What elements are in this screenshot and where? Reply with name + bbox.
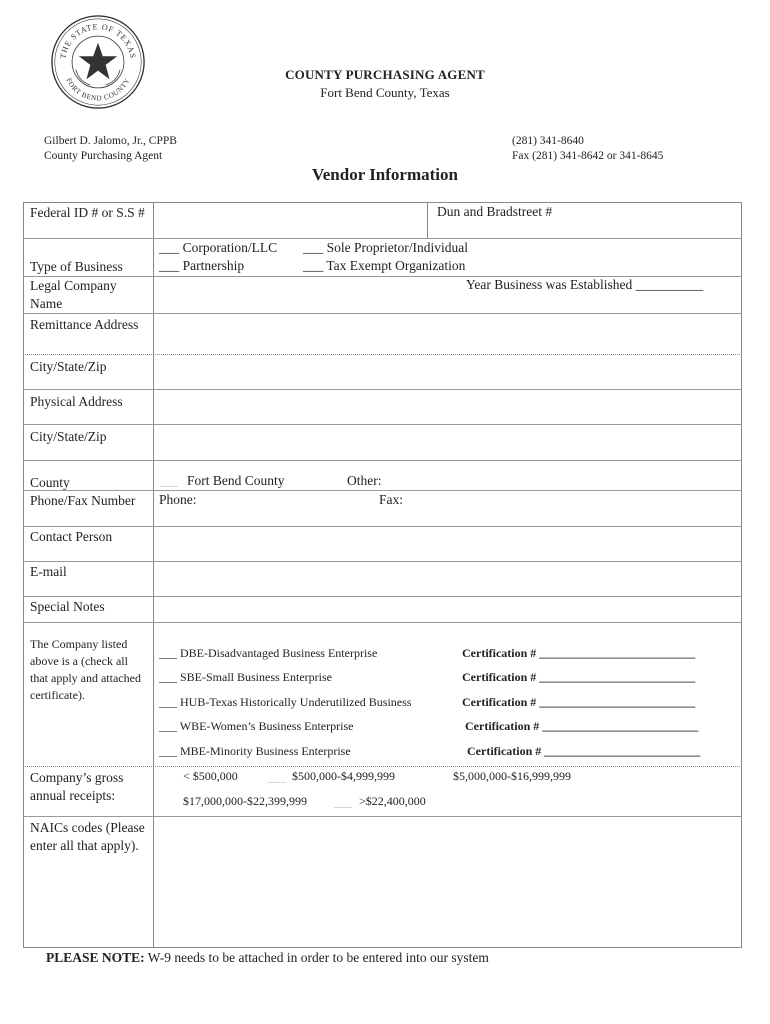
wbe-option[interactable]: ___ WBE-Women’s Business Enterprise [159, 719, 354, 733]
physical-address-label: Physical Address [30, 394, 123, 409]
agent-title: County Purchasing Agent [44, 150, 163, 162]
phone-field[interactable]: Phone: [159, 492, 197, 507]
row-divider [23, 561, 742, 562]
row-divider [23, 460, 742, 461]
business-type-label: Type of Business [30, 259, 123, 274]
fax-field[interactable]: Fax: [379, 492, 404, 507]
row-divider [23, 596, 742, 597]
duns-divider [427, 202, 428, 238]
email-label: E-mail [30, 564, 67, 579]
row-divider [23, 424, 742, 425]
option-partnership[interactable]: ___ Partnership [159, 258, 245, 273]
receipts-option-2[interactable]: $500,000-$4,999,999 [292, 769, 395, 783]
federal-id-label: Federal ID # or S.S # [30, 205, 145, 220]
option-corporation[interactable]: ___ Corporation/LLC [159, 240, 278, 255]
hub-certification-field[interactable]: Certification # __________________________ [462, 695, 696, 709]
seal-bottom-text: FORT BEND COUNTY [64, 76, 132, 103]
receipts-option-4[interactable]: $17,000,000-$22,399,999 [183, 794, 307, 808]
form-title: Vendor Information [312, 165, 458, 184]
header-title: COUNTY PURCHASING AGENT [285, 67, 485, 82]
county-label: County [30, 475, 70, 490]
row-divider [23, 816, 742, 817]
city-state-zip-label: City/State/Zip [30, 359, 107, 374]
dbe-option[interactable]: ___ DBE-Disadvantaged Business Enterprise [159, 646, 378, 660]
county-other-field[interactable]: Other: [347, 473, 382, 488]
wbe-certification-field[interactable]: Certification # __________________________ [465, 719, 699, 733]
certifications-label: The Company listed above is a (check all that apply and attached certificate). [30, 637, 141, 702]
sbe-option[interactable]: ___ SBE-Small Business Enterprise [159, 670, 332, 684]
physical-city-state-zip-label: City/State/Zip [30, 429, 107, 444]
row-divider [23, 526, 742, 527]
year-established-field[interactable]: Year Business was Established __________ [466, 277, 704, 292]
phone-fax-label: Phone/Fax Number [30, 493, 136, 508]
remittance-label: Remittance Address [30, 317, 139, 332]
special-notes-label: Special Notes [30, 599, 105, 614]
office-phone: (281) 341-8640 [512, 135, 584, 147]
row-divider [23, 622, 742, 623]
row-divider [23, 766, 742, 767]
receipts-checkbox-2[interactable]: ___ [268, 770, 286, 784]
row-divider [23, 354, 742, 355]
mbe-option[interactable]: ___ MBE-Minority Business Enterprise [159, 744, 351, 758]
receipts-option-3[interactable]: $5,000,000-$16,999,999 [453, 769, 571, 783]
note-text: W-9 needs to be attached in order to be entered into our system [144, 950, 489, 965]
legal-name-label: Legal Company Name [30, 278, 117, 311]
mbe-certification-field[interactable]: Certification # __________________________ [467, 744, 701, 758]
receipts-checkbox-5[interactable]: ___ [334, 795, 352, 809]
receipts-option-1[interactable]: < $500,000 [183, 769, 238, 783]
option-tax-exempt[interactable]: ___ Tax Exempt Organization [303, 258, 466, 273]
agent-name: Gilbert D. Jalomo, Jr., CPPB [44, 135, 177, 147]
naics-label: NAICs codes (Please enter all that apply). [30, 820, 145, 853]
gross-receipts-label: Company’s gross annual receipts: [30, 770, 124, 803]
contact-person-label: Contact Person [30, 529, 113, 544]
seal-top-text: THE STATE OF TEXAS [58, 22, 138, 60]
fort-bend-option: Fort Bend County [187, 473, 285, 488]
w9-note [46, 950, 489, 966]
header-subtitle: Fort Bend County, Texas [320, 85, 450, 100]
dbe-certification-field[interactable]: Certification # __________________________ [462, 646, 696, 660]
duns-label: Dun and Bradstreet # [437, 204, 553, 219]
office-fax: Fax (281) 341-8642 or 341-8645 [512, 150, 664, 162]
hub-option[interactable]: ___ HUB-Texas Historically Underutilized Business [159, 695, 412, 709]
note-emphasis: PLEASE NOTE: [46, 950, 145, 965]
fort-bend-checkbox[interactable]: ___ [160, 474, 178, 488]
sbe-certification-field[interactable]: Certification # __________________________ [462, 670, 696, 684]
option-sole-proprietor[interactable]: ___ Sole Proprietor/Individual [303, 240, 468, 255]
receipts-option-5[interactable]: >$22,400,000 [359, 794, 426, 808]
row-divider [23, 313, 742, 314]
row-divider [23, 389, 742, 390]
row-divider [23, 238, 742, 239]
row-divider [23, 490, 742, 491]
